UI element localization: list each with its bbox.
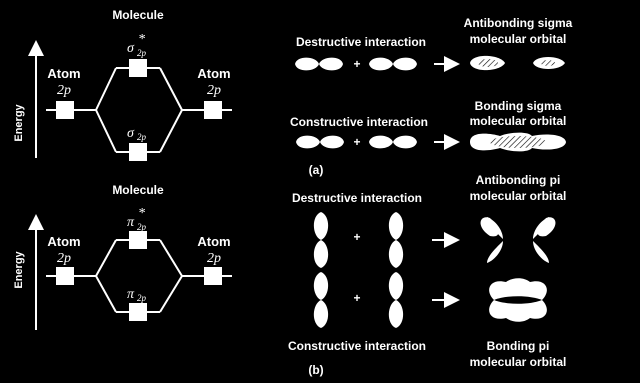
left-atom-label: Atom: [47, 66, 81, 81]
svg-text:2p: 2p: [137, 48, 146, 58]
pi-orbital-shapes: [288, 173, 566, 377]
left-orbital-label: 2p: [57, 83, 71, 98]
sigma-destructive-label: Destructive interaction: [295, 35, 427, 49]
plus-sign: +: [353, 230, 361, 244]
svg-text:2p: 2p: [137, 293, 146, 303]
antibonding-sigma-orbital: [470, 56, 565, 70]
sigma-energy-diagram: [13, 8, 232, 161]
p-orbital-vertical: [314, 272, 328, 328]
right-atom-label: Atom: [197, 66, 231, 81]
antibonding-pi-label-1: Antibonding pi: [475, 173, 561, 187]
energy-axis-label: Energy: [13, 251, 25, 289]
bonding-sigma-label-1: Bonding sigma: [474, 99, 562, 113]
svg-text:π: π: [127, 215, 135, 230]
sigma-star-label: [127, 32, 147, 58]
antibonding-orbital-box: [129, 59, 147, 77]
svg-text:2p: 2p: [137, 132, 146, 142]
bonding-pi-label-1: Bonding pi: [486, 339, 550, 353]
right-atom-label: Atom: [197, 234, 231, 249]
right-atom-orbital-box: [204, 267, 222, 285]
pi-destructive-label: Destructive interaction: [291, 191, 423, 205]
svg-text:*: *: [138, 32, 145, 47]
plus-sign: +: [353, 135, 361, 149]
pi-diagram-title: Molecule: [112, 183, 164, 197]
p-orbital-lobes: [295, 58, 343, 71]
antibonding-sigma-label-2: molecular orbital: [469, 32, 567, 46]
svg-text:π: π: [127, 287, 135, 302]
right-atom-orbital-box: [204, 101, 222, 119]
sigma-constructive-label: Constructive interaction: [289, 115, 429, 129]
pi-constructive-label: Constructive interaction: [287, 339, 427, 353]
sigma-diagram-title: Molecule: [112, 8, 164, 22]
bonding-pi-label-2: molecular orbital: [469, 355, 567, 369]
p-orbital-lobes: [369, 58, 417, 71]
bonding-sigma-label-2: molecular orbital: [469, 114, 567, 128]
plus-sign: +: [353, 57, 361, 71]
antibonding-pi-orbital: [481, 217, 556, 263]
panel-b-tag: (b): [308, 363, 324, 377]
bonding-orbital-box: [129, 303, 147, 321]
right-orbital-label: 2p: [207, 251, 221, 266]
bonding-pi-orbital: [489, 278, 547, 322]
p-orbital-vertical: [314, 212, 328, 268]
bonding-orbital-box: [129, 143, 147, 161]
svg-text:2p: 2p: [137, 222, 146, 232]
p-orbital-vertical: [389, 272, 403, 328]
bonding-sigma-orbital: [470, 133, 566, 152]
plus-sign: +: [353, 291, 361, 305]
pi-label: [127, 287, 147, 303]
p-orbital-vertical: [389, 212, 403, 268]
antibonding-sigma-label-1: Antibonding sigma: [463, 16, 573, 30]
antibonding-pi-label-2: molecular orbital: [469, 189, 567, 203]
pi-star-label: [127, 206, 147, 232]
left-orbital-label: 2p: [57, 251, 71, 266]
panel-a-tag: (a): [308, 163, 324, 177]
svg-text:*: *: [138, 206, 145, 221]
left-atom-label: Atom: [47, 234, 81, 249]
antibonding-orbital-box: [129, 231, 147, 249]
right-orbital-label: 2p: [207, 83, 221, 98]
svg-text:σ: σ: [127, 126, 134, 141]
energy-axis-label: Energy: [13, 104, 25, 142]
sigma-orbital-shapes: [290, 16, 573, 177]
p-orbital-lobes: [369, 136, 417, 149]
p-orbital-lobes: [296, 136, 344, 149]
pi-energy-diagram: [13, 183, 232, 330]
svg-text:σ: σ: [127, 41, 134, 56]
left-atom-orbital-box: [56, 101, 74, 119]
sigma-label: [127, 126, 147, 142]
left-atom-orbital-box: [56, 267, 74, 285]
